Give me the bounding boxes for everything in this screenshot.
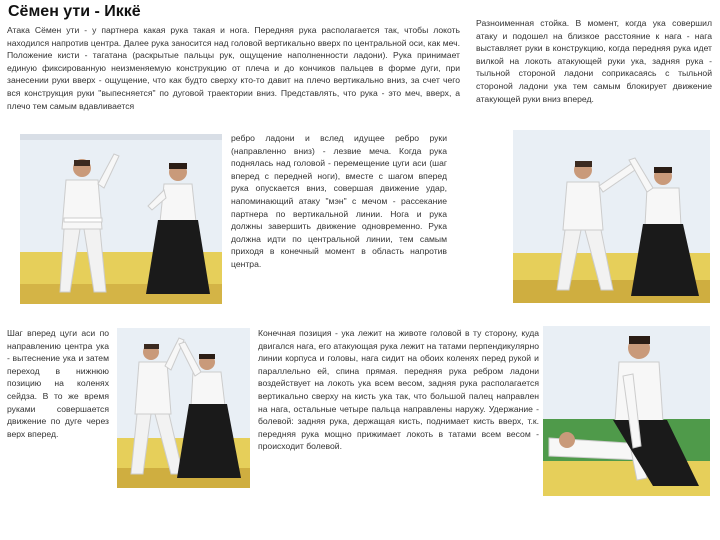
page-title: Сёмен ути - Иккё — [8, 3, 141, 20]
left-bottom-paragraph: Шаг вперед цуги аси по направлению центра ука - вытеснение ука и затем переход в нижнюю позицию на коленях сейдза. В то же время руками совершается движение по дуге через верх вперед. — [7, 328, 109, 439]
intro-paragraph: Атака Сёмен ути - у партнера какая рука такая и нога. Передняя рука располагается так, чтобы локоть находился напротив центра. Далее рука заносится над головой вертикально вверх по центральной оси, как меч. Положение кисти - тагатана (раскрытые пальцы рук, ощущение наполненности ладони). Рука принимает единую фиксированную неизменяемую конструкцию от плеча и до кончиков пальцев в форме дуги, при занесении руки вверх - ощущение, что как будто сверху кто-то давит на плечо вертикально вниз, за счет чего вся конструкция руки "выпесняется" по дуговой траектории вниз. Представлять, что рука - это меч, вверх, а плечо тем самым вдавливается — [7, 25, 460, 111]
photo-attack-stance — [20, 134, 222, 304]
photo-block — [513, 130, 710, 303]
photo-step-forward — [117, 328, 250, 488]
photo-final-pin — [543, 326, 710, 496]
right-top-paragraph: Разноименная стойка. В момент, когда ука совершил атаку и подошел на близкое расстояние к нага - нага выставляет руки в конструкцию, когда передняя рука идет вилкой на локоть атакующей руки ука, задняя рука - тыльной стороной ладони соприкасаясь с тыльной стороной ладони ука тем самым блокирует движение атакующей руки вниз вперед. — [476, 18, 712, 104]
right-bottom-paragraph: Конечная позиция - ука лежит на животе головой в ту сторону, куда двигался нага, его атакующая рука лежит на татами перпендикулярно линии корпуса и головы, нага сидит на обоих коленях перед рукой и параллельно ей, спина прямая. передняя рука ребром ладони воздействует на локоть ука всем весом, задняя рука располагается вертикально сверху на кисть ука так, что большой палец направлен на нага, остальные четыре пальца направлены наружу. Удержание - болевой: задняя рука, держащая кисть, поднимает кисть вверх, т.к. передняя рука мощно прижимает локоть в татами всем весом - происходит болевой. — [258, 328, 539, 452]
intro-paragraph-continued: ребро ладони и вслед идущее ребро руки (направленно вниз) - лезвие меча. Когда рука поднялась над головой - перемещение цуги аси (шаг вперед с передней ноги), вместе с шагом вперед рука опускается вниз, совершая движение удар, напоминающий атаку "мэн" с мечом - рассекание партнера по вертикальной линии. Нога и рука должны завершить движение одновременно. Рука должна идти по центральной линии, тем самым приходя в конечный момент в область напротив центра. — [231, 133, 447, 269]
